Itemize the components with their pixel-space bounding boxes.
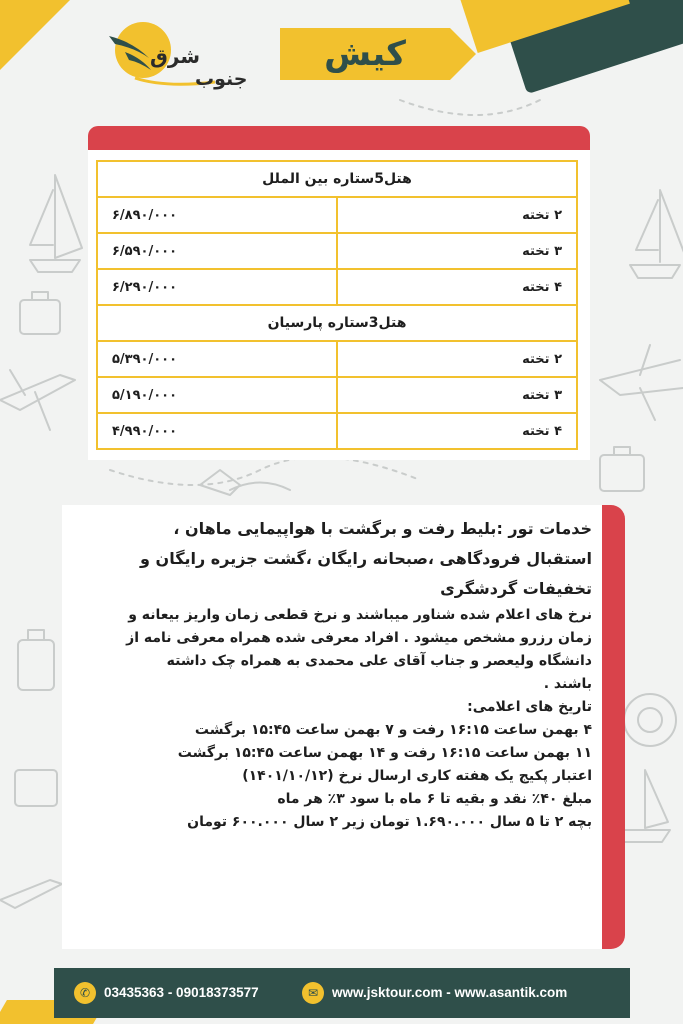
note-line: دانشگاه ولیعصر و جناب آقای علی محمدی به همراه چک داشته [166,653,592,669]
logo-text-shargh: شرق [150,44,200,68]
validity-line: اعتبار پکیج یک هفته کاری ارسال نرخ (۱۴۰۱/۱۰/۱۲) [242,768,592,784]
payment-line: مبلغ ۴۰٪ نقد و بقیه تا ۶ ماه با سود ۳٪ هر ماه [277,791,592,807]
room-price: ۶/۲۹۰/۰۰۰ [97,269,337,305]
table-row [97,377,577,413]
room-price: ۵/۱۹۰/۰۰۰ [97,377,337,413]
note-line: زمان رزرو مشخص میشود . افراد معرفی شده همراه معرفی نامه از [126,630,592,646]
room-type: ۲ تخته [337,197,577,233]
room-price: ۶/۸۹۰/۰۰۰ [97,197,337,233]
logo-text-jonoub: جنوب [195,68,248,90]
tour-info-text [70,514,592,834]
table-row [97,233,577,269]
table-row [97,197,577,233]
title-banner [280,28,450,80]
top-left-yellow-corner [0,0,70,70]
website-links[interactable]: www.jsktour.com - www.asantik.com [332,985,568,1000]
table-row [97,269,577,305]
dates-heading: تاریخ های اعلامی: [467,699,592,715]
services-line: تخفیفات گردشگری [440,579,592,598]
services-line: استقبال فرودگاهی ،صبحانه رایگان ،گشت جزیره رایگان و [140,549,592,568]
phone-icon: ✆ [74,982,96,1004]
room-type: ۳ تخته [337,377,577,413]
table-row [97,413,577,449]
room-type: ۳ تخته [337,233,577,269]
child-price-line: بچه ۲ تا ۵ سال ۱.۶۹۰.۰۰۰ تومان زیر ۲ سال ۶۰۰.۰۰۰ تومان [187,814,592,830]
room-type: ۴ تخته [337,269,577,305]
hotel-header-row [97,161,577,197]
hotel-name: هتل3ستاره پارسیان [97,305,577,341]
note-line: باشند . [543,676,592,692]
services-line: خدمات تور :بلیط رفت و برگشت با هواپیمایی ماهان ، [173,519,592,538]
room-price: ۵/۳۹۰/۰۰۰ [97,341,337,377]
room-price: ۴/۹۹۰/۰۰۰ [97,413,337,449]
room-price: ۶/۵۹۰/۰۰۰ [97,233,337,269]
room-type: ۴ تخته [337,413,577,449]
note-line: نرخ های اعلام شده شناور میباشند و نرخ قطعی زمان واریز بیعانه و [128,607,592,623]
page-title: کیش [324,34,406,74]
price-table [96,160,578,450]
phone-numbers[interactable]: 03435363 - 09018373577 [104,985,259,1000]
date-line: ۱۱ بهمن ساعت ۱۶:۱۵ رفت و ۱۴ بهمن ساعت ۱۵:۴۵ برگشت [177,745,592,761]
table-row [97,341,577,377]
contact-footer [54,968,630,1018]
hotel-header-row [97,305,577,341]
date-line: ۴ بهمن ساعت ۱۶:۱۵ رفت و ۷ بهمن ساعت ۱۵:۴۵ برگشت [194,722,592,738]
room-type: ۲ تخته [337,341,577,377]
mail-icon: ✉ [302,982,324,1004]
hotel-name: هتل5ستاره بین الملل [97,161,577,197]
